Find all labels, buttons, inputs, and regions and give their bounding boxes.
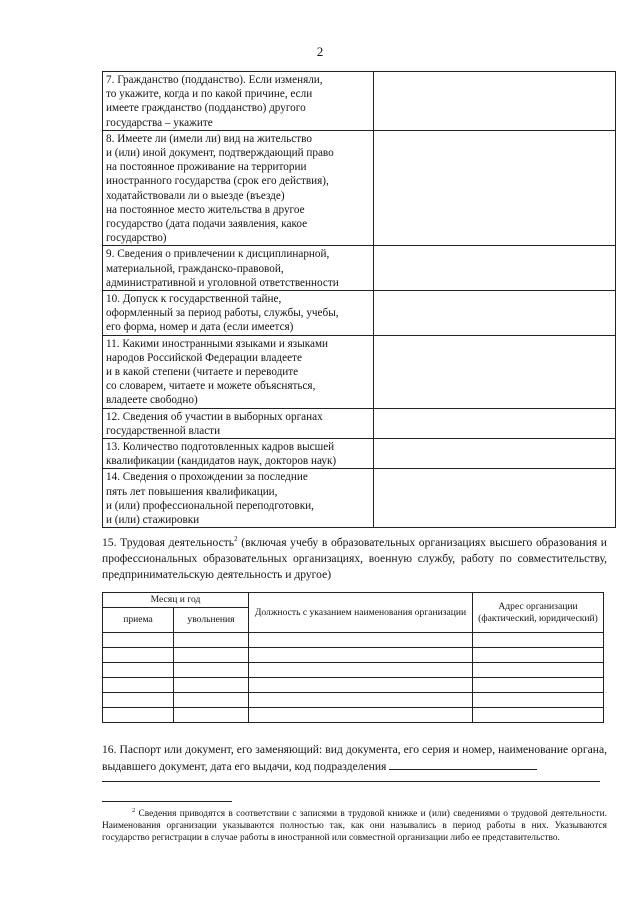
question-line: государства – укажите bbox=[106, 116, 213, 129]
dismissal-cell[interactable] bbox=[174, 708, 249, 723]
question-line: имеете гражданство (подданство) другого bbox=[106, 102, 306, 115]
admission-cell[interactable] bbox=[103, 693, 174, 708]
question-line: иностранного государства (срок его действия), bbox=[106, 175, 329, 188]
answer-cell[interactable] bbox=[374, 291, 616, 336]
footnote bbox=[102, 808, 607, 844]
table-row bbox=[103, 663, 604, 678]
passport-fill-line[interactable] bbox=[389, 758, 537, 770]
question-line: 7. Гражданство (подданство). Если изменяли, bbox=[106, 74, 323, 86]
address-cell[interactable] bbox=[473, 633, 604, 648]
question-line: государство (дата подачи заявления, какое bbox=[106, 218, 308, 231]
question-line: на постоянное проживание на территории bbox=[106, 161, 307, 174]
question-line: 11. Какими иностранными языками и языками bbox=[106, 337, 329, 350]
month-year-header: Месяц и год bbox=[103, 593, 249, 608]
position-cell[interactable] bbox=[249, 648, 473, 663]
question-row bbox=[103, 130, 616, 246]
section-15-heading bbox=[102, 535, 607, 583]
admission-cell[interactable] bbox=[103, 648, 174, 663]
question-row bbox=[103, 408, 616, 438]
question-line: 12. Сведения об участии в выборных органах bbox=[106, 410, 323, 423]
question-line: 14. Сведения о прохождении за последние bbox=[106, 471, 308, 484]
question-row bbox=[103, 439, 616, 469]
admission-cell[interactable] bbox=[103, 633, 174, 648]
address-cell[interactable] bbox=[473, 708, 604, 723]
question-row bbox=[103, 469, 616, 528]
admission-cell[interactable] bbox=[103, 678, 174, 693]
table-row bbox=[103, 708, 604, 723]
answer-cell[interactable] bbox=[374, 72, 616, 131]
question-line: 8. Имеете ли (имели ли) вид на жительство bbox=[106, 132, 312, 145]
table-row bbox=[103, 678, 604, 693]
question-text bbox=[103, 439, 374, 469]
answer-cell[interactable] bbox=[374, 246, 616, 291]
question-line: материальной, гражданско-правовой, bbox=[106, 262, 284, 275]
passport-blank-line[interactable] bbox=[102, 781, 600, 782]
dismissal-cell[interactable] bbox=[174, 663, 249, 678]
answer-cell[interactable] bbox=[374, 335, 616, 408]
address-cell[interactable] bbox=[473, 663, 604, 678]
address-cell[interactable] bbox=[473, 648, 604, 663]
question-text bbox=[103, 408, 374, 438]
section-15-text: (включая учебу в образовательных организациях высшего образования и профессиональных образовательных организациях, военную службу, работу по совместительству, предпринимательскую деятельность и другое) bbox=[102, 536, 608, 581]
question-row bbox=[103, 291, 616, 336]
question-text bbox=[103, 130, 374, 246]
question-line: со словарем, читаете и можете объясняться, bbox=[106, 380, 316, 393]
question-line: ходатайствовали ли о выезде (въезде) bbox=[106, 189, 285, 202]
question-text bbox=[103, 72, 374, 131]
address-cell[interactable] bbox=[473, 693, 604, 708]
table-row bbox=[103, 648, 604, 663]
question-text bbox=[103, 469, 374, 528]
question-text bbox=[103, 246, 374, 291]
answer-cell[interactable] bbox=[374, 130, 616, 246]
question-line: и (или) стажировки bbox=[106, 514, 200, 527]
question-line: на постоянное место жительства в другое bbox=[106, 203, 305, 216]
question-row bbox=[103, 335, 616, 408]
question-line: 10. Допуск к государственной тайне, bbox=[106, 293, 282, 306]
section-16 bbox=[102, 742, 607, 775]
question-text bbox=[103, 291, 374, 336]
question-row bbox=[103, 246, 616, 291]
question-line: квалификации (кандидатов наук, докторов наук) bbox=[106, 455, 337, 468]
question-line: государственной власти bbox=[106, 424, 221, 437]
question-line: его форма, номер и дата (если имеется) bbox=[106, 321, 294, 334]
position-cell[interactable] bbox=[249, 633, 473, 648]
question-row bbox=[103, 72, 616, 131]
table-row bbox=[103, 693, 604, 708]
section-16-text: 16. Паспорт или документ, его заменяющий: вид документа, его серия и номер, наименование органа, выдавшего документ, дата его выдачи, код подразделения bbox=[102, 743, 607, 773]
position-cell[interactable] bbox=[249, 693, 473, 708]
question-line: 9. Сведения о привлечении к дисциплинарной, bbox=[106, 248, 330, 261]
question-line: владеете свободно) bbox=[106, 394, 198, 407]
footnote-mark: 2 bbox=[234, 535, 238, 544]
position-header: Должность с указанием наименования организации bbox=[249, 593, 473, 633]
footnote-text: Сведения приводятся в соответствии с записями в трудовой книжке и (или) сведениями о трудовой деятельности. Наименования организации указываются полностью так, как они назывались в период работы в них. Указываются государство регистрации в случае работы в иностранной или совместной организации либо ее представительство. bbox=[102, 809, 607, 843]
question-line: государство) bbox=[106, 232, 167, 245]
page-number: 2 bbox=[316, 44, 324, 59]
dismissal-cell[interactable] bbox=[174, 693, 249, 708]
section-15-prefix: 15. Трудовая деятельность bbox=[102, 536, 235, 549]
answer-cell[interactable] bbox=[374, 408, 616, 438]
position-cell[interactable] bbox=[249, 708, 473, 723]
question-line: народов Российской Федерации владеете bbox=[106, 351, 302, 364]
admission-cell[interactable] bbox=[103, 708, 174, 723]
address-cell[interactable] bbox=[473, 678, 604, 693]
answer-cell[interactable] bbox=[374, 469, 616, 528]
question-line: и в какой степени (читаете и переводите bbox=[106, 366, 299, 379]
footnote-number: 2 bbox=[132, 806, 136, 814]
question-line: административной и уголовной ответственности bbox=[106, 276, 339, 289]
answer-cell[interactable] bbox=[374, 439, 616, 469]
admission-header: приема bbox=[103, 608, 174, 633]
dismissal-cell[interactable] bbox=[174, 648, 249, 663]
position-cell[interactable] bbox=[249, 678, 473, 693]
question-text bbox=[103, 335, 374, 408]
table-row bbox=[103, 633, 604, 648]
question-line: пять лет повышения квалификации, bbox=[106, 485, 278, 498]
footnote-separator bbox=[102, 801, 232, 802]
dismissal-cell[interactable] bbox=[174, 633, 249, 648]
question-line: 13. Количество подготовленных кадров высшей bbox=[106, 441, 335, 454]
admission-cell[interactable] bbox=[103, 663, 174, 678]
question-line: и (или) профессиональной переподготовки, bbox=[106, 499, 314, 512]
work-history-table bbox=[102, 592, 604, 723]
dismissal-cell[interactable] bbox=[174, 678, 249, 693]
question-line: оформленный за период работы, службы, учебы, bbox=[106, 307, 339, 320]
address-header: Адрес организации (фактический, юридический) bbox=[473, 593, 604, 633]
dismissal-header: увольнения bbox=[174, 608, 249, 633]
question-line: то укажите, когда и по какой причине, если bbox=[106, 88, 313, 101]
questionnaire-table bbox=[102, 71, 616, 528]
question-line: и (или) иной документ, подтверждающий право bbox=[106, 147, 334, 160]
position-cell[interactable] bbox=[249, 663, 473, 678]
